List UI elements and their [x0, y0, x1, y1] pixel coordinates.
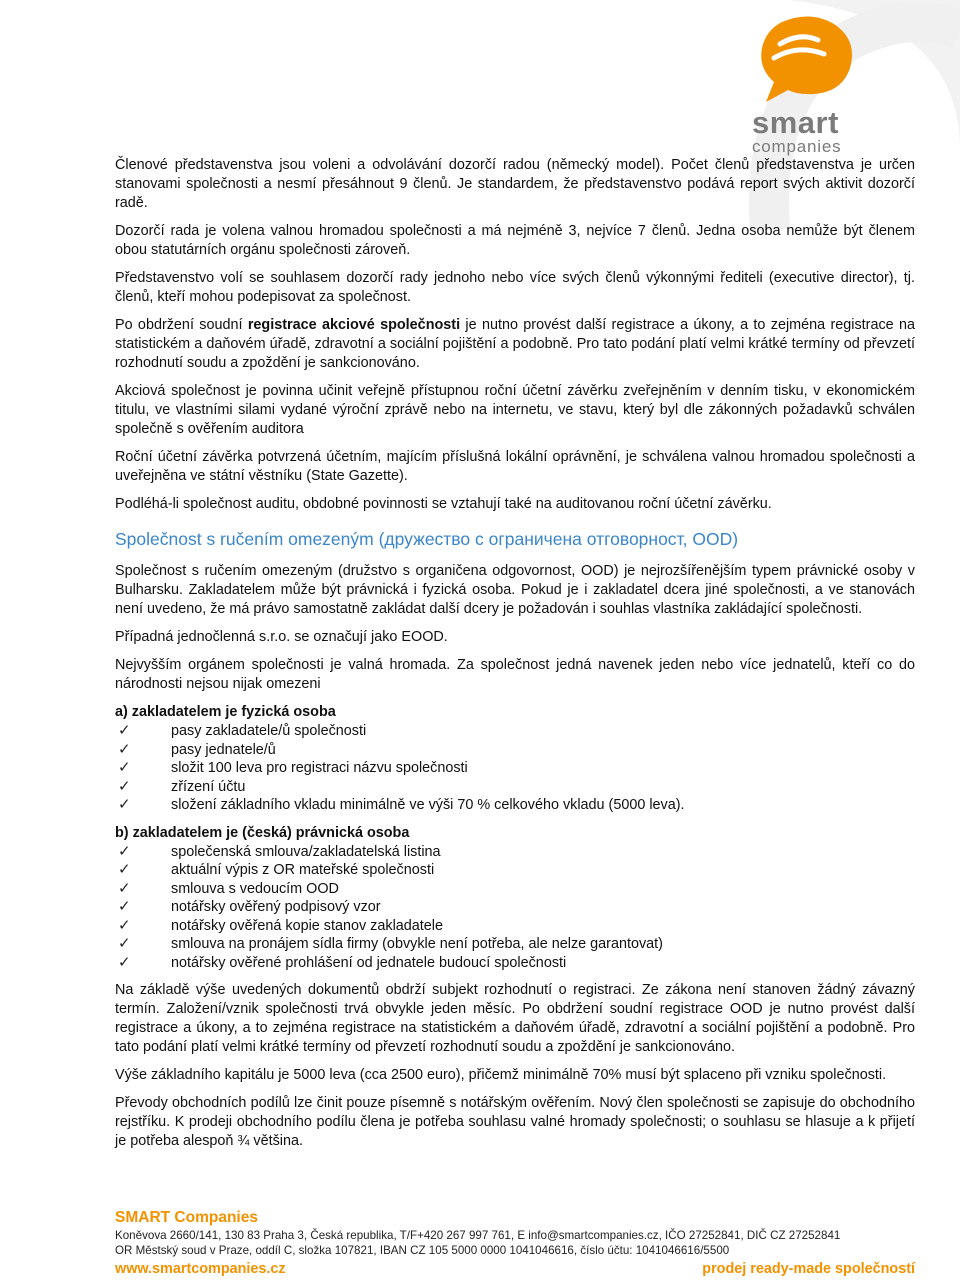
list-item-text: notářsky ověřené prohlášení od jednatele budoucí společnosti: [171, 954, 567, 971]
list-item-text: aktuální výpis z OR mateřské společnosti: [171, 862, 435, 878]
list-item: [115, 796, 915, 815]
checkmark-icon: ✓: [118, 953, 131, 971]
checkmark-icon: ✓: [118, 898, 131, 915]
checkmark-icon: ✓: [118, 796, 131, 813]
document-body: [115, 156, 915, 1160]
text: Po obdržení soudní: [115, 317, 248, 333]
list-item: [115, 741, 915, 760]
paragraph: Roční účetní závěrka potvrzená účetním, majícím příslušná lokální oprávnění, je schválena valnou hromadou společnosti a uveřejněna ve státní věstníku (State Gazette).: [115, 449, 915, 484]
list-item: [115, 861, 915, 880]
paragraph: Akciová společnost je povinna učinit veřejně přístupnou roční účetní závěrku zveřejněním v denním tisku, v ekonomickém titulu, ve vlastními silami vydané výroční zprávě nebo na internetu, ve stavu, který byl dle zákonných požadavků schválen společně s ověřením auditora: [115, 383, 915, 437]
checkmark-icon: ✓: [118, 861, 131, 878]
checkmark-icon: ✓: [118, 777, 131, 795]
text: je nutno provést další registrace a úkony, a to zejména registrace na statistickém a daňovém úřadě, zdravotní a sociální pojištění a podobně. Pro tato podání platí velmi krátké termíny od převzetí rozhodnutí soudu a zpoždění je sankcionováno.: [115, 317, 916, 371]
list-item: [115, 759, 915, 778]
list-heading: a) zakladatelem je fyzická osoba: [115, 704, 336, 720]
paragraph: [115, 222, 915, 260]
paragraph: Na základě výše uvedených dokumentů obdrží subjekt rozhodnutí o registraci. Ze zákona není stanoven žádný závazný termín. Založení/vznik společnosti trvá obvykle jeden měsíc. Po obdržení soudní registrace OOD je nutno provést další registrace a úkony, a to zejména registrace na statistickém a daňovém úřadě, zdravotní a sociální pojištění a podobně. Pro tato podání platí velmi krátké termíny od převzetí rozhodnutí soudu a zpoždění je sankcionováno.: [115, 982, 915, 1055]
list-item-text: smlouva s vedoucím OOD: [171, 880, 339, 897]
footer-tagline: prodej ready-made společností: [702, 1261, 915, 1277]
paragraph: Případná jednočlenná s.r.o. se označují jako EOOD.: [115, 629, 448, 645]
logo-subtitle: companies: [752, 137, 842, 156]
footer-bottom-bar: [115, 1260, 915, 1278]
list-item: [115, 722, 915, 741]
footer-company-name: SMART Companies: [115, 1209, 258, 1226]
text: Dozorčí rada je volena valnou hromadou společnosti a má nejméně 3, nejvíce 7 členů.: [115, 223, 697, 239]
paragraph: Nejvyšším orgánem společnosti je valná hromada. Za společnost jedná navenek jeden nebo více jednatelů, kteří co do národnosti nejsou nijak omezeni: [115, 657, 915, 692]
checkmark-icon: ✓: [118, 740, 131, 758]
section-heading: Společnost s ručením omezeným (дружество с ограничена отговорност, OOD): [115, 529, 739, 549]
list-item: [115, 843, 915, 862]
checklist-b: [115, 843, 915, 973]
checkmark-icon: ✓: [118, 935, 131, 952]
footer-registry: OR Městský soud v Praze, oddíl C, složka 107821, IBAN CZ 105 5000 0000 1041046616, číslo účtu: 1041046616/5500: [115, 1244, 730, 1257]
paragraph: [115, 316, 915, 373]
list-item: [115, 954, 915, 973]
paragraph: Členové představenstva jsou voleni a odvolávání dozorčí radou (německý model). Počet členů představenstva je určen stanovami společnosti a nesmí přesáhnout 9 členů. Je standardem, že představenstvo podává report svých aktivit dozorčí radě.: [115, 157, 915, 211]
list-item-text: smlouva na pronájem sídla firmy (obvykle není potřeba, ale nelze garantovat): [171, 936, 663, 952]
list-heading: b) zakladatelem je (česká) právnická osoba: [115, 824, 410, 841]
page-footer: [115, 1208, 915, 1277]
list-item: [115, 917, 915, 936]
footer-website-link[interactable]: www.smartcompanies.cz: [115, 1261, 286, 1277]
bold-text: registrace akciové společnosti: [247, 317, 461, 333]
list-item: [115, 778, 915, 797]
paragraph: Podléhá-li společnost auditu, obdobné povinnosti se vztahují také na auditovanou roční účetní závěrku.: [115, 496, 772, 512]
checkmark-icon: ✓: [118, 759, 131, 776]
paragraph: Výše základního kapitálu je 5000 leva (cca 2500 euro), přičemž minimálně 70% musí být splaceno při vzniku společnosti.: [115, 1067, 887, 1083]
checkmark-icon: ✓: [118, 722, 131, 739]
logo-wordmark: smart: [752, 105, 839, 140]
list-item-text: notářsky ověřená kopie stanov zakladatele: [171, 917, 443, 934]
paragraph: Představenstvo volí se souhlasem dozorčí rady jednoho nebo více svých členů výkonnými řediteli (executive director), tj. členů, kteří mohou podepisovat za společnost.: [115, 270, 915, 305]
list-item: [115, 898, 915, 917]
checklist-a: [115, 722, 915, 815]
checkmark-icon: ✓: [118, 842, 131, 860]
list-item-text: složení základního vkladu minimálně ve výši 70 % celkového vkladu (5000 leva).: [171, 797, 685, 813]
footer-address: Koněvova 2660/141, 130 83 Praha 3, Česká republika, T/F+420 267 997 761, E info@smartcompanies.cz, IČO 27252841, DIČ CZ 27252841: [115, 1229, 841, 1242]
list-item: [115, 935, 915, 954]
list-item-text: pasy jednatele/ů: [171, 741, 276, 758]
list-item-text: notářsky ověřený podpisový vzor: [171, 899, 381, 915]
list-item-text: společenská smlouva/zakladatelská listina: [171, 843, 441, 860]
speech-bubble-icon: [752, 14, 862, 106]
checkmark-icon: ✓: [118, 879, 131, 897]
list-item-text: zřízení účtu: [171, 778, 246, 795]
list-item-text: složit 100 leva pro registraci názvu společnosti: [171, 760, 468, 776]
list-item-text: pasy zakladatele/ů společnosti: [171, 723, 367, 739]
paragraph: Převody obchodních podílů lze činit pouze písemně s notářským ověřením. Nový člen společnosti se zapisuje do obchodního rejstříku. K prodeji obchodního podílu člena je potřeba souhlasu valné hromady společnosti; o souhlasu se hlasuje a k přijetí je potřeba alespoň ¾ většina.: [115, 1095, 915, 1149]
paragraph: Společnost s ručením omezeným (družstvo s organičena odgovornost, OOD) je nejrozšířenějším typem právnické osoby v Bulharsku. Zakladatelem může být právnická i fyzická osoba. Pokud je i zakladatel dcera jiné společnosti, a ve stanovách není uvedeno, že má právo samostatně zakládat další dcery je požadován i souhlas vlastníka zakládající společnosti.: [115, 563, 915, 617]
text: Jedna osoba nemůže být členem obou statutárních orgánu společnosti zároveň.: [115, 223, 915, 258]
list-item: [115, 880, 915, 899]
checkmark-icon: ✓: [118, 916, 131, 934]
